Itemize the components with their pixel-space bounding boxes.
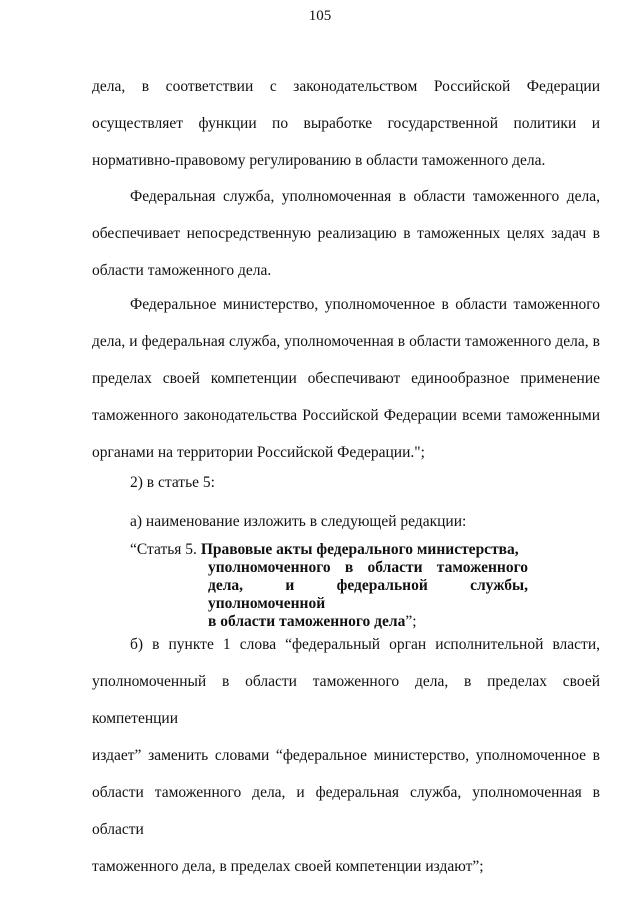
- paragraph-3: [92, 286, 600, 471]
- article-title-line: в области таможенного дела: [208, 613, 406, 630]
- text-line: таможенного законодательства Российской Федерации всеми таможенными: [92, 407, 600, 424]
- text-line: а) наименование изложить в следующей редакции:: [130, 513, 467, 530]
- text-line: Федеральное министерство, уполномоченное в области таможенного: [130, 296, 600, 313]
- article-prefix: “Статья 5.: [130, 541, 201, 558]
- paragraph-2: [92, 178, 600, 289]
- article-title-line-wrap: [130, 577, 528, 613]
- text-line: 2) в статье 5:: [130, 474, 215, 491]
- article-title-line: дела, и федеральной службы, уполномоченной: [208, 577, 528, 612]
- text-line: дела, и федеральная служба, уполномоченная в области таможенного дела, в: [92, 333, 600, 350]
- article-title: [130, 541, 560, 631]
- text-line: дела, в соответствии с законодательством Российской Федерации: [92, 78, 600, 95]
- text-line: нормативно-правовому регулированию в области таможенного дела.: [92, 152, 546, 169]
- text-line: органами на территории Российской Федерации.";: [92, 444, 425, 461]
- text-line: б) в пункте 1 слова “федеральный орган исполнительной власти,: [130, 636, 600, 653]
- text-line: Федеральная служба, уполномоченная в области таможенного дела,: [130, 188, 600, 205]
- article-suffix: ”;: [405, 613, 417, 630]
- item-2: [92, 464, 600, 501]
- text-line: области таможенного дела, и федеральная служба, уполномоченная в области: [92, 784, 600, 838]
- text-line: осуществляет функции по выработке государственной политики и: [92, 115, 600, 132]
- text-line: таможенного дела, в пределах своей компетенции издают”;: [92, 858, 484, 875]
- page-number: 105: [308, 8, 332, 24]
- text-line: уполномоченный в области таможенного дела, в пределах своей компетенции: [92, 673, 600, 727]
- text-line: области таможенного дела.: [92, 262, 272, 279]
- text-line: издает” заменить словами “федеральное министерство, уполномоченное в: [92, 747, 600, 764]
- text-line: обеспечивает непосредственную реализацию в таможенных целях задач в: [92, 225, 600, 242]
- text-line: пределах своей компетенции обеспечивают единообразное применение: [92, 370, 600, 387]
- item-a: [92, 503, 600, 540]
- item-b: [92, 626, 600, 885]
- paragraph-1: [92, 68, 600, 179]
- article-title-line-wrap: [130, 559, 528, 577]
- article-title-line: уполномоченного в области таможенного: [208, 559, 528, 576]
- article-title-line: Правовые акты федерального министерства,: [200, 541, 519, 558]
